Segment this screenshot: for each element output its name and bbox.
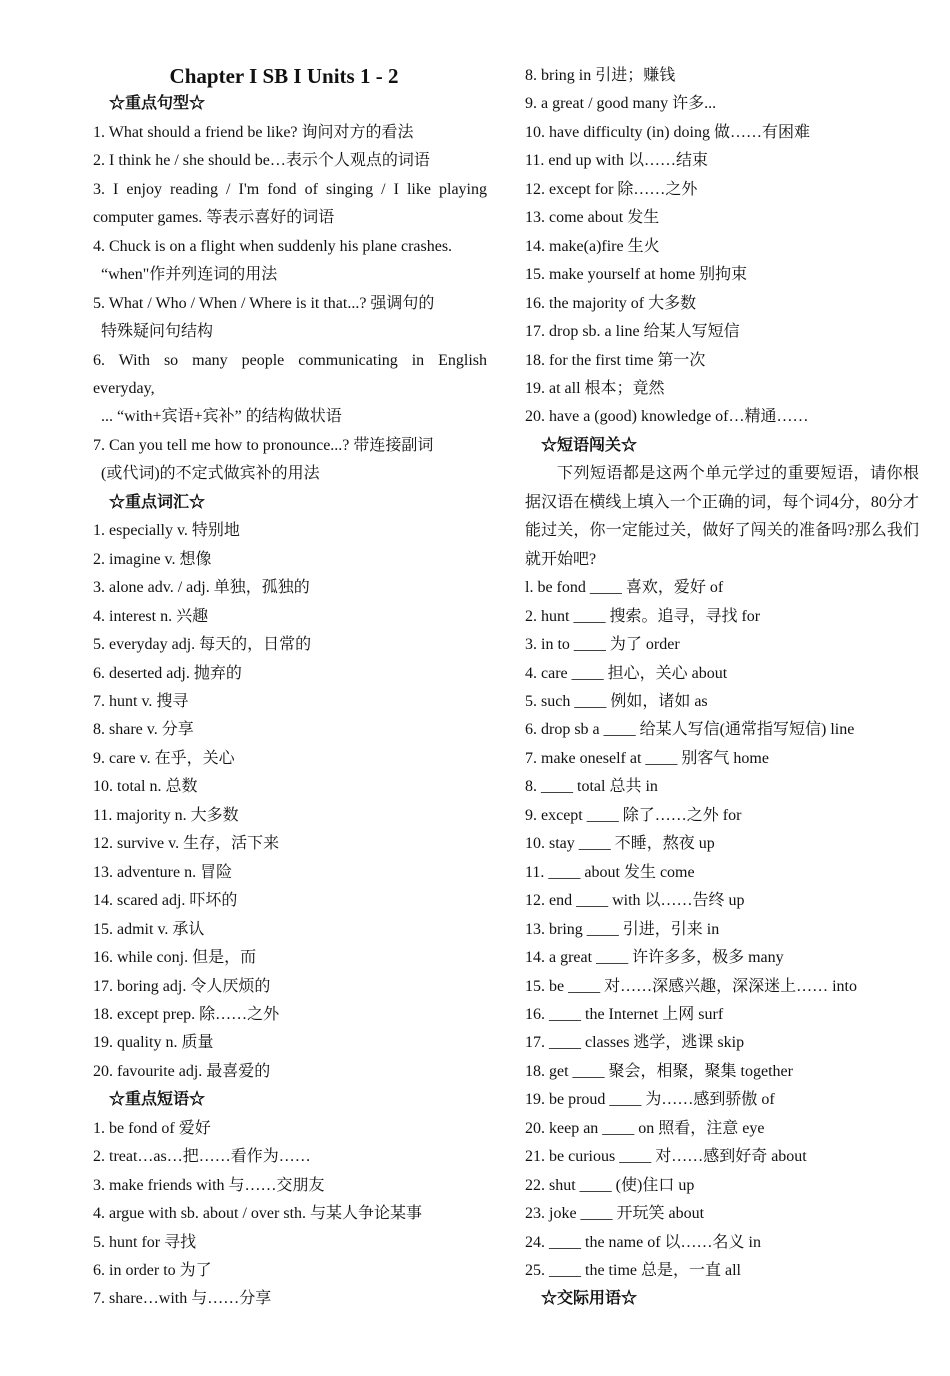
vocab-item: 13. adventure n. 冒险 — [93, 863, 233, 881]
phrase-item: 6. in order to 为了 — [93, 1262, 212, 1280]
vocab-item: 17. boring adj. 令人厌烦的 — [93, 977, 271, 995]
vocab-item: 20. favourite adj. 最喜爱的 — [93, 1062, 271, 1080]
sentence-item: 1. What should a friend be like? 询问对方的看法 — [93, 123, 414, 141]
phrase-item: 18. for the first time 第一次 — [525, 351, 706, 369]
phrase-item: 17. drop sb. a line 给某人写短信 — [525, 323, 740, 341]
quiz-item: 24. ____ the name of 以……名义 in — [525, 1233, 761, 1251]
phrase-item: 3. make friends with 与……交朋友 — [93, 1176, 325, 1194]
phrase-item: 1. be fond of 爱好 — [93, 1119, 211, 1137]
section-heading-quiz: ☆短语闯关☆ — [541, 436, 638, 454]
phrase-item: 8. bring in 引进；赚钱 — [525, 67, 676, 84]
vocab-item: 6. deserted adj. 抛弃的 — [93, 664, 242, 682]
phrase-item: 5. hunt for 寻找 — [93, 1233, 197, 1251]
phrase-item: 20. have a (good) knowledge of…精通…… — [525, 408, 809, 426]
right-column — [525, 62, 919, 1314]
section-heading-sentences: ☆重点句型☆ — [109, 95, 206, 113]
quiz-item: 7. make oneself at ____ 别客气 home — [525, 749, 769, 767]
phrase-item: 19. at all 根本；竟然 — [525, 379, 665, 397]
quiz-item: 12. end ____ with 以……告终 up — [525, 892, 745, 910]
section-heading-vocab: ☆重点词汇☆ — [109, 493, 206, 511]
sentence-item: 4. Chuck is on a flight when suddenly his plane crashes. — [93, 237, 453, 255]
quiz-item: 4. care ____ 担心，关心 about — [525, 664, 728, 682]
quiz-item: 25. ____ the time 总是，一直 all — [525, 1262, 741, 1280]
vocab-item: 10. total n. 总数 — [93, 778, 198, 796]
vocab-item: 18. except prep. 除……之外 — [93, 1005, 280, 1023]
quiz-item: 19. be proud ____ 为……感到骄傲 of — [525, 1091, 775, 1109]
quiz-item: 17. ____ classes 逃学，逃课 skip — [525, 1034, 745, 1052]
vocab-item: 12. survive v. 生存，活下来 — [93, 835, 280, 853]
sentence-item: 6. With so many people communicating in English — [93, 351, 487, 369]
quiz-item: 21. be curious ____ 对……感到好奇 about — [525, 1148, 807, 1166]
sentence-item: (或代词)的不定式做宾补的用法 — [101, 465, 320, 483]
sentence-item: everyday, — [93, 379, 155, 397]
vocab-item: 8. share v. 分享 — [93, 721, 194, 739]
quiz-item: 8. ____ total 总共 in — [525, 778, 658, 796]
vocab-item: 15. admit v. 承认 — [93, 920, 205, 938]
quiz-item: l. be fond ____ 喜欢，爱好 of — [525, 579, 724, 597]
quiz-item: 23. joke ____ 开玩笑 about — [525, 1205, 705, 1223]
vocab-item: 14. scared adj. 吓坏的 — [93, 892, 238, 910]
page-title: Chapter I SB I Units 1 - 2 — [169, 64, 399, 88]
quiz-item: 16. ____ the Internet 上网 surf — [525, 1005, 724, 1023]
phrase-item: 2. treat…as…把……看作为…… — [93, 1148, 311, 1166]
phrase-item: 15. make yourself at home 别拘束 — [525, 266, 748, 284]
vocab-item: 7. hunt v. 搜寻 — [93, 692, 189, 710]
quiz-intro: 下列短语都是这两个单元学过的重要短语，请你根据汉语在横线上填入一个正确的词，每个词4分，80分才能过关，你一定能过关，做好了闯关的准备吗?那么我们就开始吧? — [525, 465, 919, 568]
phrase-item: 11. end up with 以……结束 — [525, 152, 708, 170]
section-heading-communication: ☆交际用语☆ — [541, 1290, 638, 1308]
quiz-item: 3. in to ____ 为了 order — [525, 636, 680, 654]
quiz-item: 6. drop sb a ____ 给某人写信(通常指写短信) line — [525, 721, 855, 739]
quiz-item: 13. bring ____ 引进，引来 in — [525, 920, 720, 938]
phrase-item: 12. except for 除……之外 — [525, 180, 698, 198]
phrase-item: 13. come about 发生 — [525, 209, 660, 227]
quiz-item: 10. stay ____ 不睡，熬夜 up — [525, 835, 715, 853]
vocab-item: 11. majority n. 大多数 — [93, 806, 239, 824]
phrase-item: 9. a great / good many 许多... — [525, 95, 717, 113]
vocab-item: 16. while conj. 但是，而 — [93, 949, 257, 967]
quiz-item: 15. be ____ 对……深感兴趣，深深迷上…… into — [525, 977, 857, 995]
sentence-item: “when"作并列连词的用法 — [101, 266, 278, 284]
vocab-item: 3. alone adv. / adj. 单独，孤独的 — [93, 579, 310, 597]
phrase-item: 16. the majority of 大多数 — [525, 294, 697, 312]
phrase-item: 7. share…with 与……分享 — [93, 1290, 272, 1308]
sentence-item: ... “with+宾语+宾补” 的结构做状语 — [101, 408, 342, 426]
quiz-item: 2. hunt ____ 搜索。追寻，寻找 for — [525, 607, 761, 625]
quiz-item: 22. shut ____ (使)住口 up — [525, 1176, 695, 1194]
vocab-item: 1. especially v. 特别地 — [93, 522, 240, 540]
sentence-item: 7. Can you tell me how to pronounce...? 带连接副词 — [93, 436, 434, 454]
vocab-item: 4. interest n. 兴趣 — [93, 607, 209, 625]
left-column — [93, 62, 487, 1314]
quiz-item: 5. such ____ 例如，诸如 as — [525, 692, 708, 710]
quiz-item: 20. keep an ____ on 照看，注意 eye — [525, 1119, 765, 1137]
quiz-item: 18. get ____ 聚会，相聚，聚集 together — [525, 1062, 793, 1080]
phrase-item: 4. argue with sb. about / over sth. 与某人争论某事 — [93, 1205, 423, 1223]
quiz-item: 9. except ____ 除了……之外 for — [525, 806, 742, 824]
vocab-item: 5. everyday adj. 每天的，日常的 — [93, 636, 312, 654]
vocab-item: 2. imagine v. 想像 — [93, 550, 212, 568]
sentence-item: 2. I think he / she should be…表示个人观点的词语 — [93, 152, 430, 170]
quiz-item: 14. a great ____ 许许多多，极多 many — [525, 949, 784, 967]
quiz-item: 11. ____ about 发生 come — [525, 863, 695, 881]
vocab-item: 9. care v. 在乎，关心 — [93, 749, 235, 767]
sentence-item: 3. I enjoy reading / I'm fond of singing / I like playing — [93, 180, 487, 198]
vocab-item: 19. quality n. 质量 — [93, 1034, 214, 1052]
sentence-item: 特殊疑问句结构 — [101, 323, 214, 341]
sentence-item: 5. What / Who / When / Where is it that...? 强调句的 — [93, 294, 435, 312]
section-heading-phrases: ☆重点短语☆ — [109, 1091, 206, 1109]
phrase-item: 10. have difficulty (in) doing 做……有困难 — [525, 123, 811, 141]
sentence-item: computer games. 等表示喜好的词语 — [93, 209, 335, 227]
phrase-item: 14. make(a)fire 生火 — [525, 237, 660, 255]
